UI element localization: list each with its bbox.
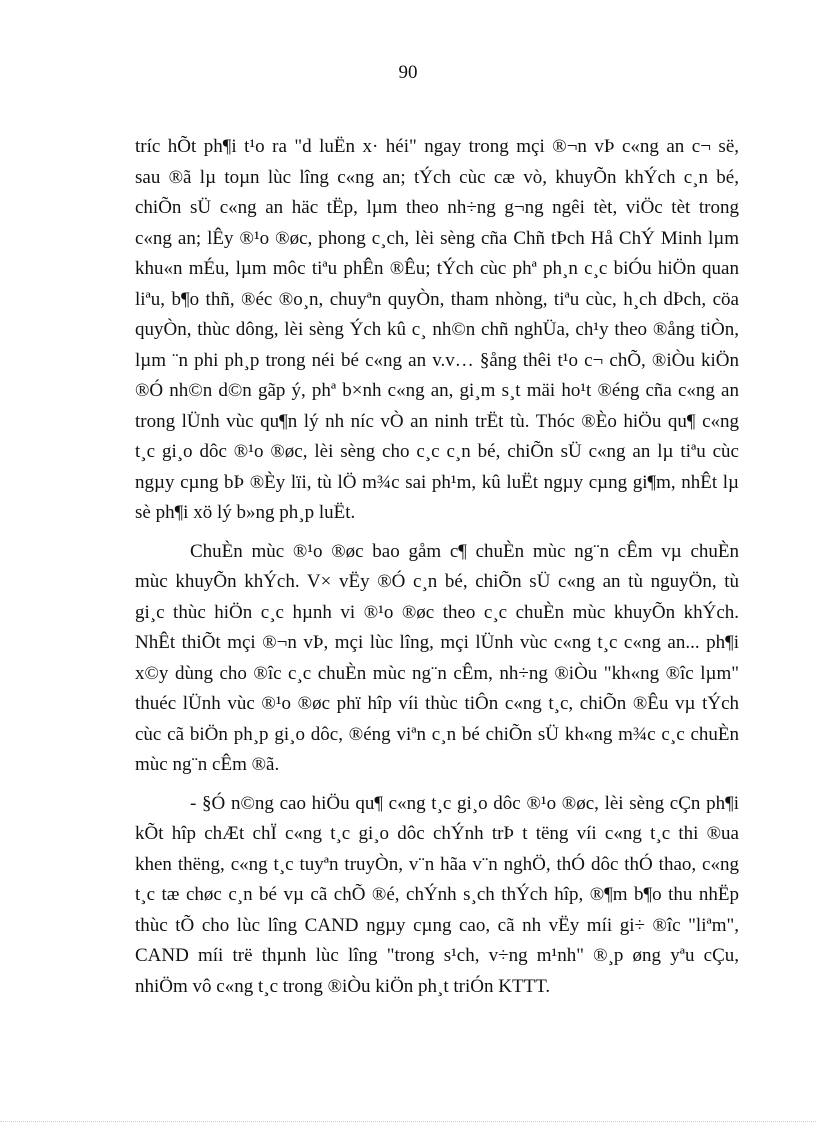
text-line: liªu, b¶o thñ, ®éc ®o¸n, chuyªn quyÒn, tham nhòng, tiªu cùc, h¸ch dÞch, cöa	[135, 288, 739, 310]
text-line: khu«n mÉu, lµm môc tiªu phÊn ®Êu; tÝch cùc phª ph¸n c¸c biÓu hiÖn quan	[135, 258, 739, 279]
text-line: kÕt hîp chÆt chÏ c«ng t¸c gi¸o dôc chÝnh trÞ t tëng víi c«ng t¸c thi ®ua	[135, 823, 739, 844]
text-line: t¸c tæ chøc c¸n bé vµ cã chÕ ®é, chÝnh s¸ch thÝch hîp, ®¶m b¶o thu nhËp	[135, 884, 739, 905]
text-line: lµm ¨n phi ph¸p trong néi bé c«ng an v.v… §ång thêi t¹o c¬ chÕ, ®iÒu kiÖn	[135, 349, 739, 371]
text-line: quyÒn, thùc dông, lèi sèng Ých kû c¸ nh©n chñ nghÜa, ch¹y theo ®ång tiÒn,	[135, 319, 739, 340]
text-line: gi¸c thùc hiÖn c¸c hµnh vi ®¹o ®øc theo c¸c chuÈn mùc khuyÕn khÝch.	[135, 601, 739, 623]
text-line: chiÕn sÜ c«ng an häc tËp, lµm theo nh÷ng g¬ng ngêi tèt, viÖc tèt trong	[135, 197, 739, 218]
text-line: ®Ó nh©n d©n gãp ý, phª b×nh c«ng an, gi¸m s¸t mäi ho¹t ®éng cña c«ng an	[135, 380, 739, 401]
text-line: khen thëng, c«ng t¸c tuyªn truyÒn, v¨n hãa v¨n nghÖ, thÓ dôc thÓ thao, c«ng	[135, 853, 739, 875]
text-line: thùc tÕ cho lùc lîng CAND ngµy cµng cao, cã nh vËy míi gi÷ ®îc "liªm",	[135, 914, 739, 936]
text-line: nhiÖm vô c«ng t¸c trong ®iÒu kiÖn ph¸t triÓn KTTT.	[135, 975, 551, 997]
paragraph-2	[135, 537, 739, 781]
text-line: sau ®ã lµ toµn lùc lîng c«ng an; tÝch cùc cæ vò, khuyÕn khÝch c¸n bé,	[135, 166, 739, 188]
page-number: 90	[398, 62, 418, 83]
paragraph-spacer	[135, 529, 739, 537]
paragraph-3	[135, 789, 739, 1003]
text-line: mùc khuyÕn khÝch. V× vËy ®Ó c¸n bé, chiÕn sÜ c«ng an tù nguyÖn, tù	[135, 571, 739, 592]
text-line: ngµy cµng bÞ ®Èy lïi, tù lÖ m¾c sai ph¹m, kû luËt ngµy cµng gi¶m, nhÊt lµ	[135, 471, 739, 493]
text-line: x©y dùng cho ®îc c¸c chuÈn mùc ng¨n cÊm, nh÷ng ®iÒu "kh«ng ®îc lµm"	[135, 662, 739, 684]
text-line: tríc hÕt ph¶i t¹o ra "d luËn x· héi" ngay trong mçi ®¬n vÞ c«ng an c¬ së,	[135, 136, 739, 157]
text-line: NhÊt thiÕt mçi ®¬n vÞ, mçi lùc lîng, mçi lÜnh vùc c«ng t¸c c«ng an... ph¶i	[135, 632, 739, 653]
body-text	[135, 132, 739, 1002]
text-line: c«ng an; lÊy ®¹o ®øc, phong c¸ch, lèi sèng cña Chñ tÞch Hå ChÝ Minh lµm	[135, 227, 739, 249]
text-line: - §Ó n©ng cao hiÖu qu¶ c«ng t¸c gi¸o dôc ®¹o ®øc, lèi sèng cÇn ph¶i	[190, 792, 739, 814]
text-line: ChuÈn mùc ®¹o ®øc bao gåm c¶ chuÈn mùc ng¨n cÊm vµ chuÈn	[190, 540, 739, 562]
paragraph-1	[135, 132, 739, 529]
text-line: t¸c gi¸o dôc ®¹o ®øc, lèi sèng cho c¸c c¸n bé, chiÕn sÜ c«ng an lµ tiªu cùc	[135, 441, 739, 462]
text-line: CAND míi trë thµnh lùc lîng "trong s¹ch, v÷ng m¹nh" ®¸p øng yªu cÇu,	[135, 945, 739, 966]
paragraph-spacer	[135, 781, 739, 789]
text-line: cùc cã biÖn ph¸p gi¸o dôc, ®éng viªn c¸n bé chiÕn sÜ kh«ng m¾c c¸c chuÈn	[135, 723, 739, 745]
text-line: thuéc lÜnh vùc ®¹o ®øc phï hîp víi thùc tiÔn c«ng t¸c, chiÕn ®Êu vµ tÝch	[135, 693, 739, 714]
text-line: trong lÜnh vùc qu¶n lý nh níc vÒ an ninh trËt tù. Thóc ®Èo hiÖu qu¶ c«ng	[135, 410, 739, 432]
text-line: sè ph¶i xö lý b»ng ph¸p luËt.	[135, 502, 356, 523]
text-line: mùc ng¨n cÊm ®ã.	[135, 754, 280, 775]
